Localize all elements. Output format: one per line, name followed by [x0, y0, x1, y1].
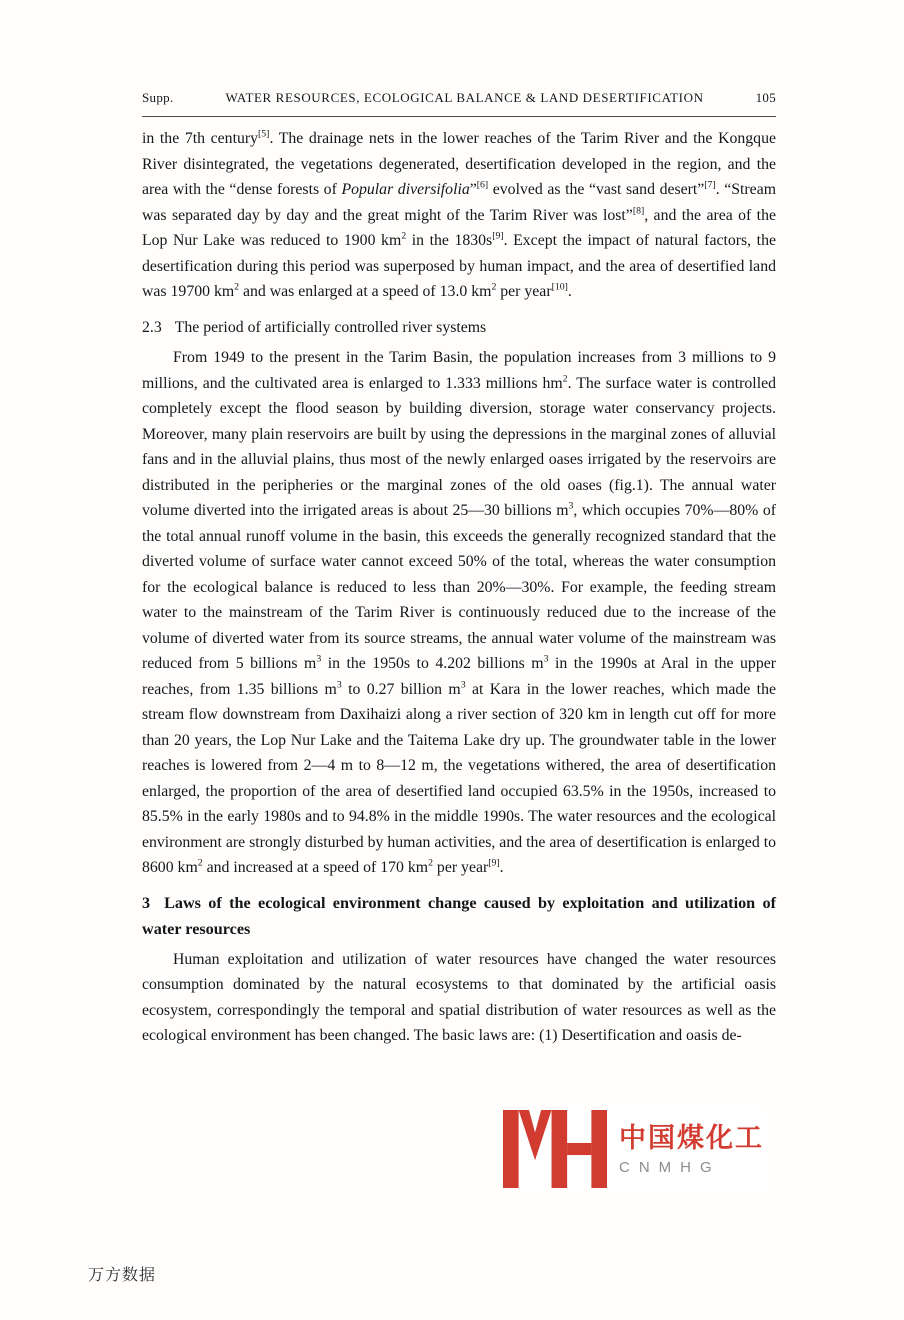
wanfang-data-watermark: 万方数据: [88, 1267, 157, 1284]
section-2-3-title: The period of artificially controlled river systems: [174, 318, 487, 336]
header-issue-label: Supp.: [142, 90, 174, 105]
paragraph-laws-intro: Human exploitation and utilization of water resources have changed the water resources consumption dominated by the natural ecosystems to that dominated by the artificial oasis ecosystem, correspondingly the temporal and spatial distribution of water resources as well as the ecological environment has been changed. The basic laws are: (1) Desertification and oasis de-: [142, 950, 776, 1044]
paragraph-continuation: in the 7th century[5]. The drainage nets in the lower reaches of the Tarim River and the Kongque River disintegrated, the vegetations degenerated, desertification developed in the region, and the area with the “dense forests of Popular diversifolia”[6] evolved as the “vast sand desert”[7]. “Stream was separated day by day and the great might of the Tarim River was lost”[8], and the area of the Lop Nur Lake was reduced to 1900 $km^2$ in the 1830s[9]. Except the impact of natural factors, the desertification during this period was superposed by human impact, and the area of desertified land was 19700 $km^2$ and was enlarged at a speed of 13.0 $km^2$ per year[10].: [142, 128, 776, 300]
cnmhg-latin-name: CNMHG: [619, 1159, 721, 1176]
section-3-heading: [142, 890, 776, 942]
cnmhg-watermark-text: [619, 1110, 764, 1176]
section-3-title: Laws of the ecological environment change caused by exploitation and utilization of water resources: [142, 893, 776, 938]
page-header: [142, 90, 776, 117]
cnmhg-watermark: [503, 1110, 764, 1188]
section-2-3-heading: [142, 315, 776, 341]
cnmhg-chinese-name: 中国煤化工: [619, 1123, 764, 1153]
running-title: WATER RESOURCES, ECOLOGICAL BALANCE & LAND DESERTIFICATION: [225, 90, 704, 105]
page-body: [142, 126, 776, 1049]
paragraph-controlled-rivers: From 1949 to the present in the Tarim Basin, the population increases from 3 millions to 9 millions, and the cultivated area is enlarged to 1.333 millions $hm^2$. The surface water is controlled completely except the flood season by building diversion, storage water conservancy projects. Moreover, many plain reservoirs are built by using the depressions in the marginal zones of alluvial fans and in the alluvial plains, thus most of the newly enlarged oases irrigated by the reservoirs are distributed in the peripheries or the marginal zones of the old oases (fig.1). The annual water volume diverted into the irrigated areas is about 25—30 billions $m^3$, which occupies 70%—80% of the total annual runoff volume in the basin, this exceeds the generally recognized standard that the diverted volume of surface water cannot exceed 50% of the total, whereas the water consumption for the ecological balance is reduced to less than 20%—30%. For example, the feeding stream water to the mainstream of the Tarim River is continuously reduced due to the increase of the volume of diverted water from its source streams, the annual water volume of the mainstream was reduced from 5 billions $m^3$ in the 1950s to 4.202 billions $m^3$ in the 1990s at Aral in the upper reaches, from 1.35 billions $m^3$ to 0.27 billion $m^3$ at Kara in the lower reaches, which made the stream flow downstream from Daxihaizi along a river section of 320 km in length cut off for more than 20 years, the Lop Nur Lake and the Taitema Lake dry up. The groundwater table in the lower reaches is lowered from 2—4 m to 8—12 m, the vegetations withered, the area of desertification enlarged, the proportion of the area of desertified land occupied 63.5% in the 1950s, increased to 85.5% in the early 1980s and to 94.8% in the middle 1990s. The water resources and the ecological environment are strongly disturbed by human activities, and the area of desertification is enlarged to 8600 $km^2$ and increased at a speed of 170 $km^2$ per year[9].: [142, 349, 777, 876]
cnmhg-logo-icon: [503, 1110, 607, 1188]
page-number: 105: [755, 90, 776, 105]
section-3-number: 3: [142, 893, 151, 912]
section-2-3-number: 2.3: [142, 318, 162, 336]
